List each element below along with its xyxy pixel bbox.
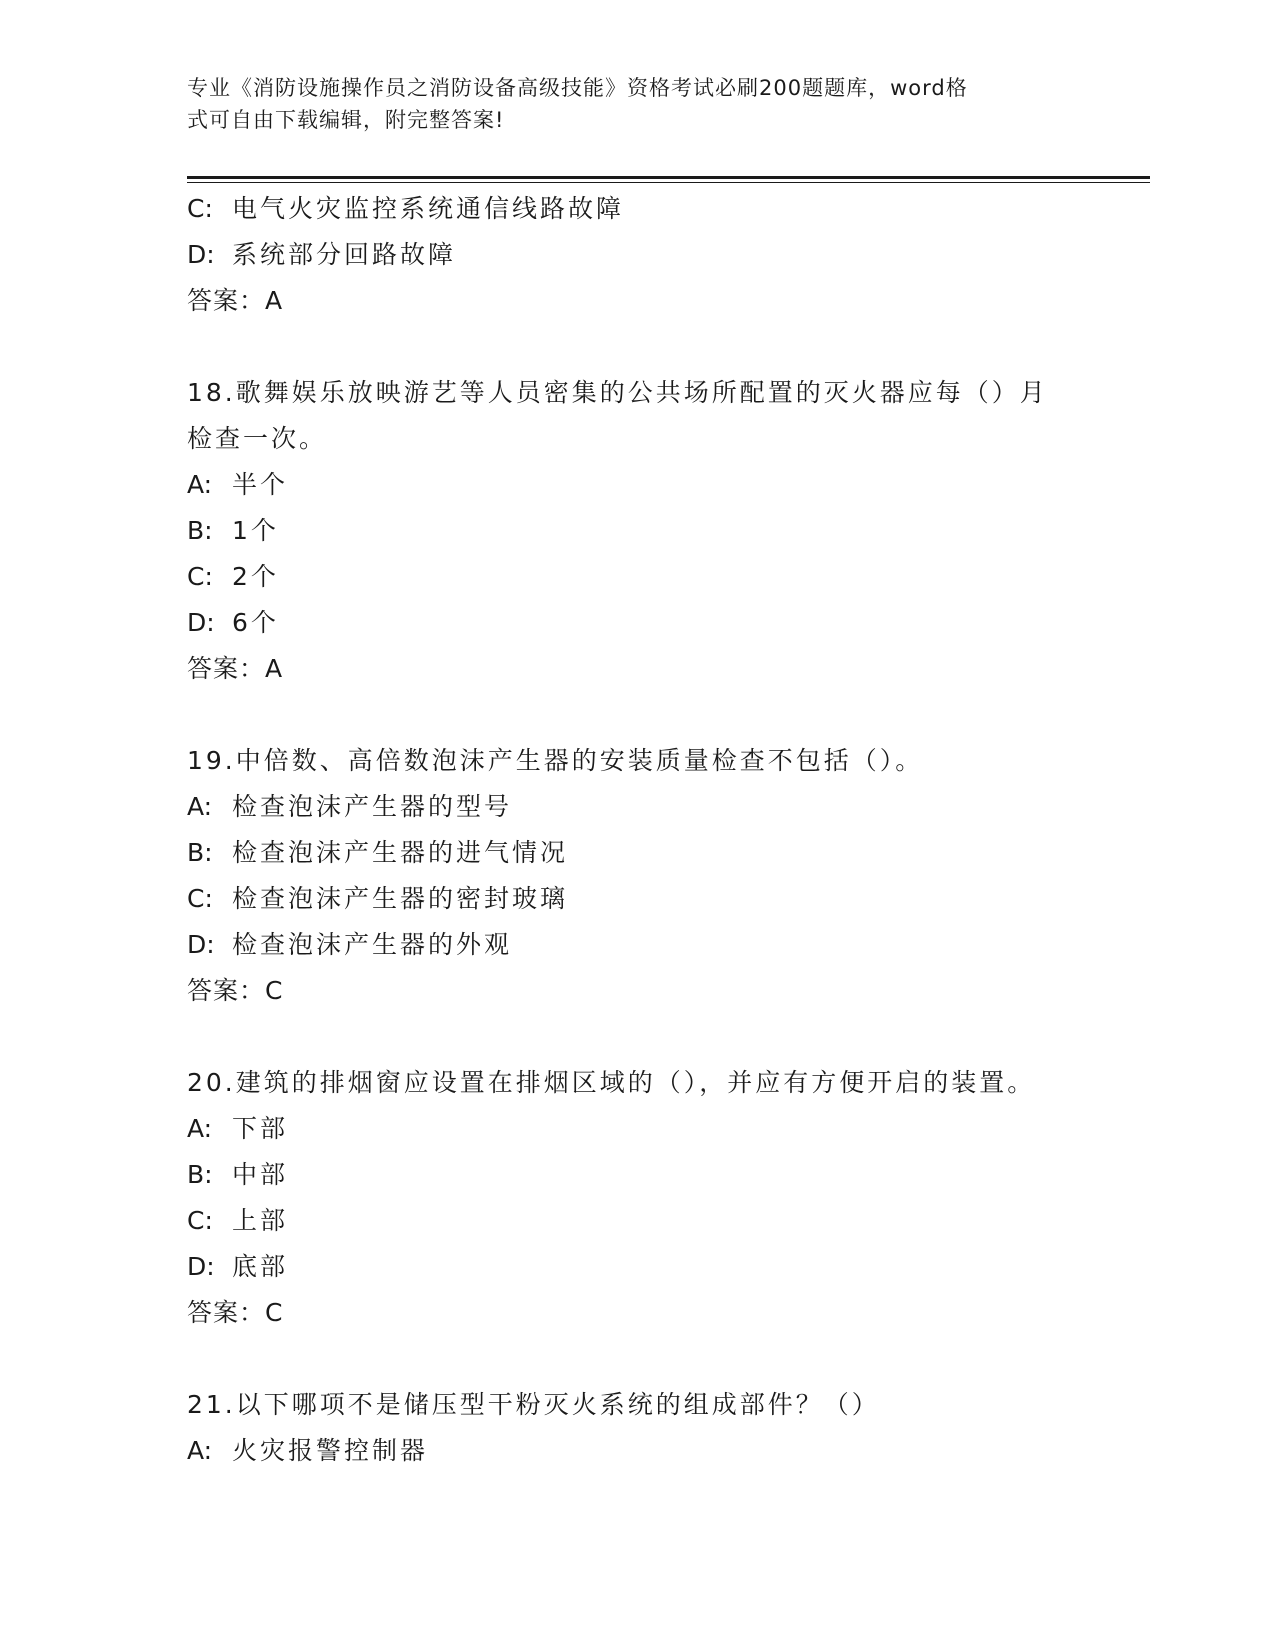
option-text: 6个 <box>232 608 279 637</box>
option-line <box>187 1106 1150 1152</box>
option-line <box>187 876 1150 922</box>
question-list <box>187 186 1150 1474</box>
option-text: 电气火灾监控系统通信线路故障 <box>232 194 625 223</box>
option-line <box>187 1198 1150 1244</box>
question-18 <box>187 370 1150 692</box>
question-text-line: 检查一次。 <box>187 424 328 453</box>
option-line <box>187 186 1150 232</box>
option-key: B: <box>187 838 213 867</box>
question-text-line: 21.以下哪项不是储压型干粉灭火系统的组成部件？（） <box>187 1390 880 1419</box>
option-line <box>187 830 1150 876</box>
question-text-line: 18.歌舞娱乐放映游艺等人员密集的公共场所配置的灭火器应每（）月 <box>187 378 1048 407</box>
question-19 <box>187 738 1150 1014</box>
answer-line: 答案：C <box>187 976 284 1005</box>
header-line-2: 式可自由下载编辑，附完整答案! <box>187 108 505 132</box>
option-text: 系统部分回路故障 <box>232 240 457 269</box>
option-line <box>187 784 1150 830</box>
option-line <box>187 462 1150 508</box>
option-key: C: <box>187 1206 213 1235</box>
previous-question-tail <box>187 186 1150 324</box>
option-text: 上部 <box>232 1206 289 1235</box>
option-key: B: <box>187 516 213 545</box>
option-text: 下部 <box>232 1114 289 1143</box>
option-key: D: <box>187 240 215 269</box>
answer-line: 答案：A <box>187 654 284 683</box>
option-line <box>187 1428 1150 1474</box>
option-text: 1个 <box>232 516 279 545</box>
header-divider-thin <box>187 182 1150 183</box>
question-text-line: 20.建筑的排烟窗应设置在排烟区域的（），并应有方便开启的装置。 <box>187 1068 1036 1097</box>
option-line <box>187 508 1150 554</box>
option-text: 检查泡沫产生器的进气情况 <box>232 838 569 867</box>
option-key: C: <box>187 194 213 223</box>
option-key: C: <box>187 884 213 913</box>
spacer <box>187 1336 1150 1382</box>
option-text: 中部 <box>232 1160 289 1189</box>
spacer <box>187 1014 1150 1060</box>
option-key: A: <box>187 792 213 821</box>
question-text-line: 19.中倍数、高倍数泡沫产生器的安装质量检查不包括（）。 <box>187 746 924 775</box>
header-line-1: 专业《消防设施操作员之消防设备高级技能》资格考试必刷200题题库，word格 <box>187 76 968 100</box>
option-key: D: <box>187 608 215 637</box>
option-key: D: <box>187 1252 215 1281</box>
option-key: A: <box>187 1436 213 1465</box>
option-line <box>187 1244 1150 1290</box>
document-header <box>187 72 1067 136</box>
spacer <box>187 692 1150 738</box>
question-20 <box>187 1060 1150 1336</box>
option-text: 检查泡沫产生器的密封玻璃 <box>232 884 569 913</box>
answer-line: 答案：A <box>187 286 284 315</box>
answer-line: 答案：C <box>187 1298 284 1327</box>
option-line <box>187 554 1150 600</box>
spacer <box>187 324 1150 370</box>
option-key: D: <box>187 930 215 959</box>
option-text: 检查泡沫产生器的外观 <box>232 930 513 959</box>
option-line <box>187 232 1150 278</box>
option-line <box>187 922 1150 968</box>
option-key: B: <box>187 1160 213 1189</box>
option-key: A: <box>187 470 213 499</box>
option-text: 火灾报警控制器 <box>232 1436 429 1465</box>
option-text: 2个 <box>232 562 279 591</box>
option-line <box>187 1152 1150 1198</box>
option-key: A: <box>187 1114 213 1143</box>
option-key: C: <box>187 562 213 591</box>
option-line <box>187 600 1150 646</box>
option-text: 检查泡沫产生器的型号 <box>232 792 513 821</box>
option-text: 底部 <box>232 1252 289 1281</box>
header-divider-thick <box>187 176 1150 179</box>
question-21 <box>187 1382 1150 1474</box>
option-text: 半个 <box>232 470 289 499</box>
